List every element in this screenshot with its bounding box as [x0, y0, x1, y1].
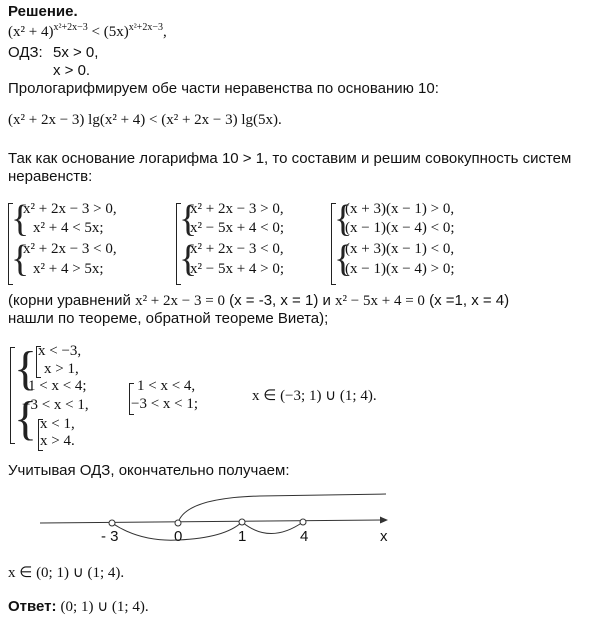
system-line: (x + 3)(x − 1) > 0,	[345, 201, 455, 217]
answer	[8, 597, 149, 616]
brace: {	[334, 238, 353, 280]
system-line: x < 1,	[40, 416, 75, 432]
brace: {	[14, 392, 38, 445]
odz-line-1: 5x > 0,	[53, 44, 99, 61]
odz-arc	[178, 494, 386, 523]
system-line: x > 4.	[40, 433, 75, 449]
system-line: −3 < x < 1,	[22, 397, 89, 413]
number-line	[0, 480, 420, 550]
point-minus3	[109, 520, 115, 526]
point-1	[239, 519, 245, 525]
inequality-mid: < (5x)	[87, 24, 129, 40]
log-text: Прологарифмируем обе части неравенства по основанию 10:	[8, 80, 439, 97]
base-text-1: Так как основание логарифма 10 > 1, то составим и решим совокупность систем	[8, 150, 572, 167]
final-set: x ∈ (0; 1) ∪ (1; 4).	[8, 565, 125, 581]
system-line: x² + 2x − 3 < 0,	[23, 241, 117, 257]
answer-value: (0; 1) ∪ (1; 4).	[60, 599, 149, 615]
brace: {	[334, 198, 353, 240]
brace: {	[179, 238, 198, 280]
system-line: x² + 2x − 3 > 0,	[23, 201, 117, 217]
roots-line-1	[8, 292, 509, 310]
system-line: x² + 4 > 5x;	[33, 261, 104, 277]
odz-label: ОДЗ:	[8, 44, 43, 61]
tick-label: 0	[174, 528, 183, 545]
system-line: x² + 2x − 3 > 0,	[190, 201, 284, 217]
axis-arrow-icon	[380, 517, 388, 524]
inequality-end: ,	[162, 24, 167, 40]
system-line: x² − 5x + 4 > 0;	[190, 261, 285, 277]
system-line: x > 1,	[44, 361, 79, 377]
brace: {	[11, 198, 30, 240]
interval-result: x ∈ (−3; 1) ∪ (1; 4).	[252, 388, 377, 404]
roots-line-2: нашли по теореме, обратной теореме Виета);	[8, 310, 329, 327]
tick-label: 4	[300, 528, 309, 545]
left-exponent: x²+2x−3	[53, 22, 88, 33]
system-line: (x − 1)(x − 4) > 0;	[345, 261, 455, 277]
interval-arc-2	[242, 522, 303, 534]
odz-conclusion-text: Учитывая ОДЗ, окончательно получаем:	[8, 462, 290, 479]
brace: {	[14, 342, 38, 395]
brace: {	[11, 238, 30, 280]
axis-line	[40, 520, 382, 523]
system-line: −3 < x < 1;	[131, 396, 199, 412]
right-exponent: x²+2x−3	[128, 22, 163, 33]
roots-equation-2: x² − 5x + 4 = 0	[335, 293, 425, 309]
system-line: 1 < x < 4,	[137, 378, 196, 394]
answer-label: Ответ:	[8, 598, 57, 615]
roots-text: (x = -3, x = 1) и	[224, 292, 336, 309]
roots-equation-1: x² + 2x − 3 = 0	[135, 293, 225, 309]
system-line: x < −3,	[38, 343, 82, 359]
tick-label: - 3	[101, 528, 119, 545]
inequality-left: (x² + 4)	[8, 24, 54, 40]
axis-label: x	[380, 528, 388, 545]
system-line: 1 < x < 4;	[28, 378, 87, 394]
log-formula: (x² + 2x − 3) lg(x² + 4) < (x² + 2x − 3) lg(5x).	[8, 112, 282, 128]
base-text-2: неравенств:	[8, 168, 93, 185]
system-line: x² + 2x − 3 < 0,	[190, 241, 284, 257]
brace: {	[179, 198, 198, 240]
point-4	[300, 519, 306, 525]
system-line: (x − 1)(x − 4) < 0;	[345, 220, 455, 236]
heading: Решение.	[8, 3, 78, 20]
tick-label: 1	[238, 528, 247, 545]
roots-text: (x =1, x = 4)	[424, 292, 510, 309]
system-line: x² + 4 < 5x;	[33, 220, 104, 236]
original-inequality	[8, 24, 167, 41]
odz-line-2: x > 0.	[53, 62, 91, 79]
system-line: (x + 3)(x − 1) < 0,	[345, 241, 455, 257]
point-0	[175, 520, 181, 526]
system-line: x² − 5x + 4 < 0;	[190, 220, 285, 236]
roots-text: (корни уравнений	[8, 292, 136, 309]
